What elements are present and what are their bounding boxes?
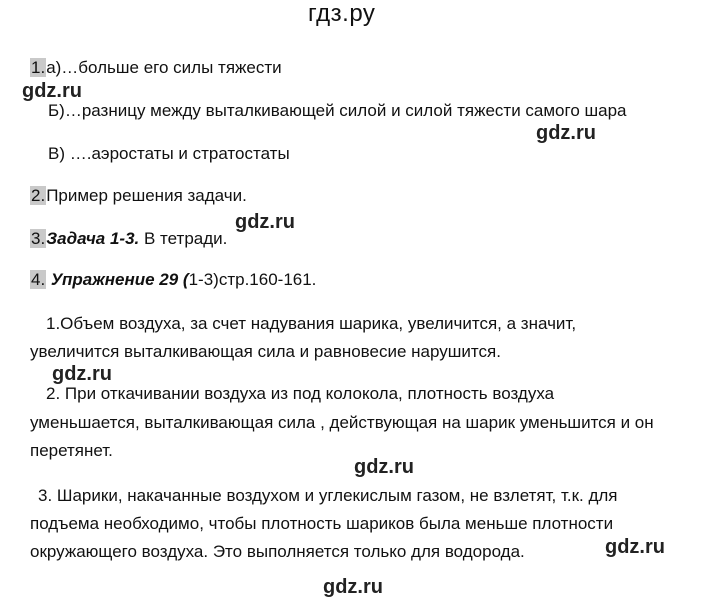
item-3 bbox=[30, 229, 227, 249]
watermark-7: gdz.ru bbox=[323, 576, 383, 598]
answer-1-line-1: 1.Объем воздуха, за счет надувания шарика, увеличится, а значит, bbox=[46, 314, 577, 333]
item-4 bbox=[30, 270, 316, 290]
answer-2-line-2: уменьшается, выталкивающая сила , действующая на шарик уменьшится и он bbox=[30, 413, 654, 432]
item-1-line-c: В) ….аэростаты и стратостаты bbox=[48, 144, 290, 163]
item-1-line-b: Б)…разницу между выталкивающей силой и силой тяжести самого шара bbox=[48, 101, 627, 120]
answer-3-line-2: подъема необходимо, чтобы плотность шариков была меньше плотности bbox=[30, 514, 614, 533]
item-1-number: 1. bbox=[31, 58, 46, 77]
item-2-text: Пример решения задачи. bbox=[46, 186, 247, 205]
item-1-line-a-text: а)…больше его силы тяжести bbox=[46, 58, 282, 77]
site-title: гдз.ру bbox=[308, 0, 376, 27]
answer-3-line-1: 3. Шарики, накачанные воздухом и углекислым газом, не взлетят, т.к. для bbox=[38, 486, 618, 505]
answer-3-line-3: окружающего воздуха. Это выполняется только для водорода. bbox=[30, 542, 525, 561]
item-2 bbox=[30, 186, 247, 206]
item-3-text: В тетради. bbox=[139, 229, 228, 248]
answer-2-line-1: 2. При откачивании воздуха из под колокола, плотность воздуха bbox=[46, 384, 555, 403]
watermark-2: gdz.ru bbox=[536, 122, 596, 144]
item-3-bold: Задача 1-3. bbox=[46, 229, 140, 248]
watermark-6: gdz.ru bbox=[605, 536, 665, 558]
item-4-bold: Упражнение 29 ( bbox=[46, 270, 189, 289]
item-2-number: 2. bbox=[31, 186, 46, 205]
watermark-3: gdz.ru bbox=[235, 211, 295, 233]
answer-2-line-3: перетянет. bbox=[30, 441, 113, 460]
item-4-text: 1-3)стр.160-161. bbox=[188, 270, 317, 289]
item-3-number: 3. bbox=[31, 229, 46, 248]
item-1-line-a bbox=[30, 58, 282, 78]
watermark-5: gdz.ru bbox=[354, 456, 414, 478]
watermark-1: gdz.ru bbox=[22, 80, 82, 102]
watermark-4: gdz.ru bbox=[52, 363, 112, 385]
item-4-number: 4. bbox=[31, 270, 46, 289]
answer-1-line-2: увеличится выталкивающая сила и равновесие нарушится. bbox=[30, 342, 501, 361]
